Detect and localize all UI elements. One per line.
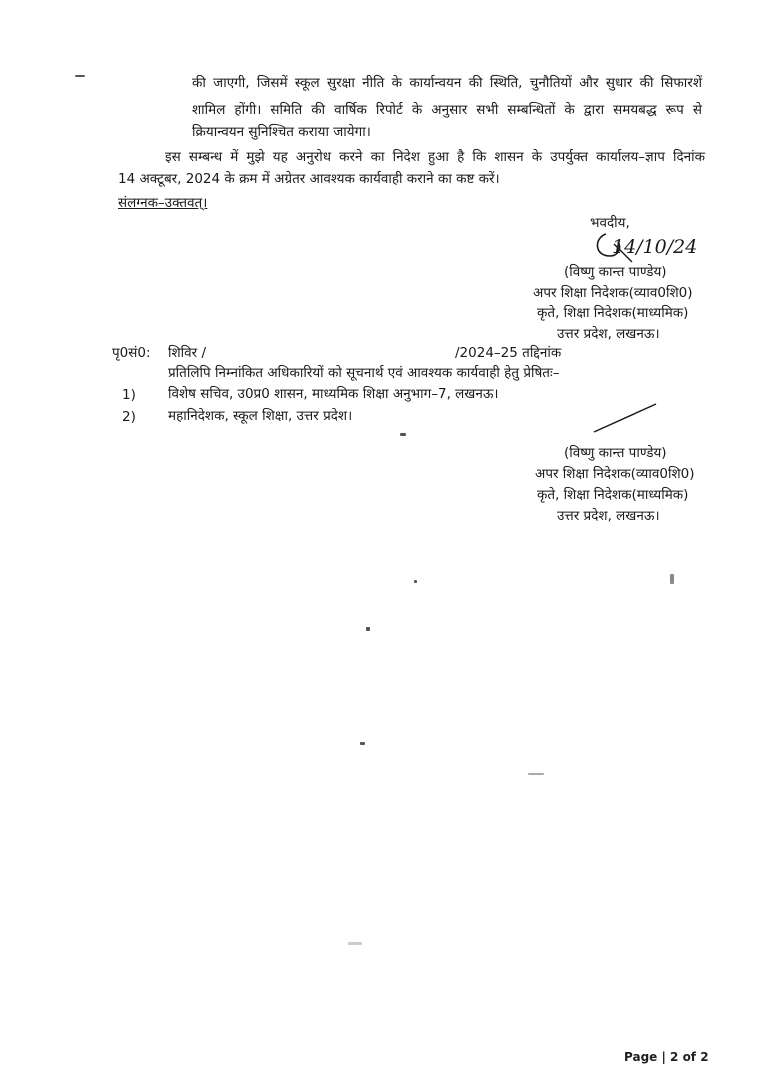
scan-mark-icon xyxy=(366,627,370,631)
page-number: Page | 2 of 2 xyxy=(624,1050,709,1064)
signatory2-acting: कृते, शिक्षा निदेशक(माध्यमिक) xyxy=(537,487,689,503)
recipient-2-text: महानिदेशक, स्कूल शिक्षा, उत्तर प्रदेश। xyxy=(168,408,353,424)
recipient-2-num: 2) xyxy=(122,409,136,425)
scan-mark-icon xyxy=(414,580,417,583)
signature-stroke-icon xyxy=(590,400,660,436)
signatory2-location: उत्तर प्रदेश, लखनऊ। xyxy=(557,508,660,524)
signatory1-designation: अपर शिक्षा निदेशक(व्याव0शि0) xyxy=(533,285,693,301)
signatory1-location: उत्तर प्रदेश, लखनऊ। xyxy=(557,326,660,342)
handwritten-date: 14/10/24 xyxy=(612,236,698,258)
scan-mark-icon xyxy=(75,75,85,77)
enclosure-label: संलग्नक–उक्तवत्। xyxy=(118,195,208,211)
signatory1-acting: कृते, शिक्षा निदेशक(माध्यमिक) xyxy=(537,305,689,321)
recipient-1-num: 1) xyxy=(122,387,136,403)
body-para2-line2: 14 अक्टूबर, 2024 के क्रम में अग्रेतर आवश्यक कार्यवाही कराने का कष्ट करें। xyxy=(118,171,500,187)
scan-mark-icon xyxy=(528,773,544,775)
signatory2-name: (विष्णु कान्त पाण्डेय) xyxy=(564,445,667,461)
body-para1-line2: शामिल होंगी। समिति की वार्षिक रिपोर्ट के अनुसार सभी सम्बन्धितों के द्वारा समयबद्ध रूप से xyxy=(192,102,702,118)
scan-mark-icon xyxy=(400,433,406,436)
copy-line: प्रतिलिपि निम्नांकित अधिकारियों को सूचनार्थ एवं आवश्यक कार्यवाही हेतु प्रेषितः– xyxy=(168,365,560,381)
scan-mark-icon xyxy=(670,574,674,584)
scan-mark-icon xyxy=(360,742,365,745)
ref-label: पृ0सं0: xyxy=(112,345,151,361)
scan-mark-icon xyxy=(348,942,362,945)
body-para1-line1: की जाएगी, जिसमें स्कूल सुरक्षा नीति के कार्यान्वयन की स्थिति, चुनौतियों और सुधार की सिफारशें xyxy=(192,75,702,91)
salutation: भवदीय, xyxy=(590,215,630,231)
ref-camp: शिविर / xyxy=(168,345,207,361)
body-para1-line3: क्रियान्वयन सुनिश्चित कराया जायेगा। xyxy=(192,124,371,140)
body-para2-line1: इस सम्बन्ध में मुझे यह अनुरोध करने का निदेश हुआ है कि शासन के उपर्युक्त कार्यालय–ज्ञाप दिनांक xyxy=(165,149,705,165)
signatory2-designation: अपर शिक्षा निदेशक(व्याव0शि0) xyxy=(535,466,695,482)
recipient-1-text: विशेष सचिव, उ0प्र0 शासन, माध्यमिक शिक्षा अनुभाग–7, लखनऊ। xyxy=(168,386,499,402)
ref-year: /2024–25 तद्दिनांक xyxy=(455,345,562,361)
signatory1-name: (विष्णु कान्त पाण्डेय) xyxy=(564,264,667,280)
